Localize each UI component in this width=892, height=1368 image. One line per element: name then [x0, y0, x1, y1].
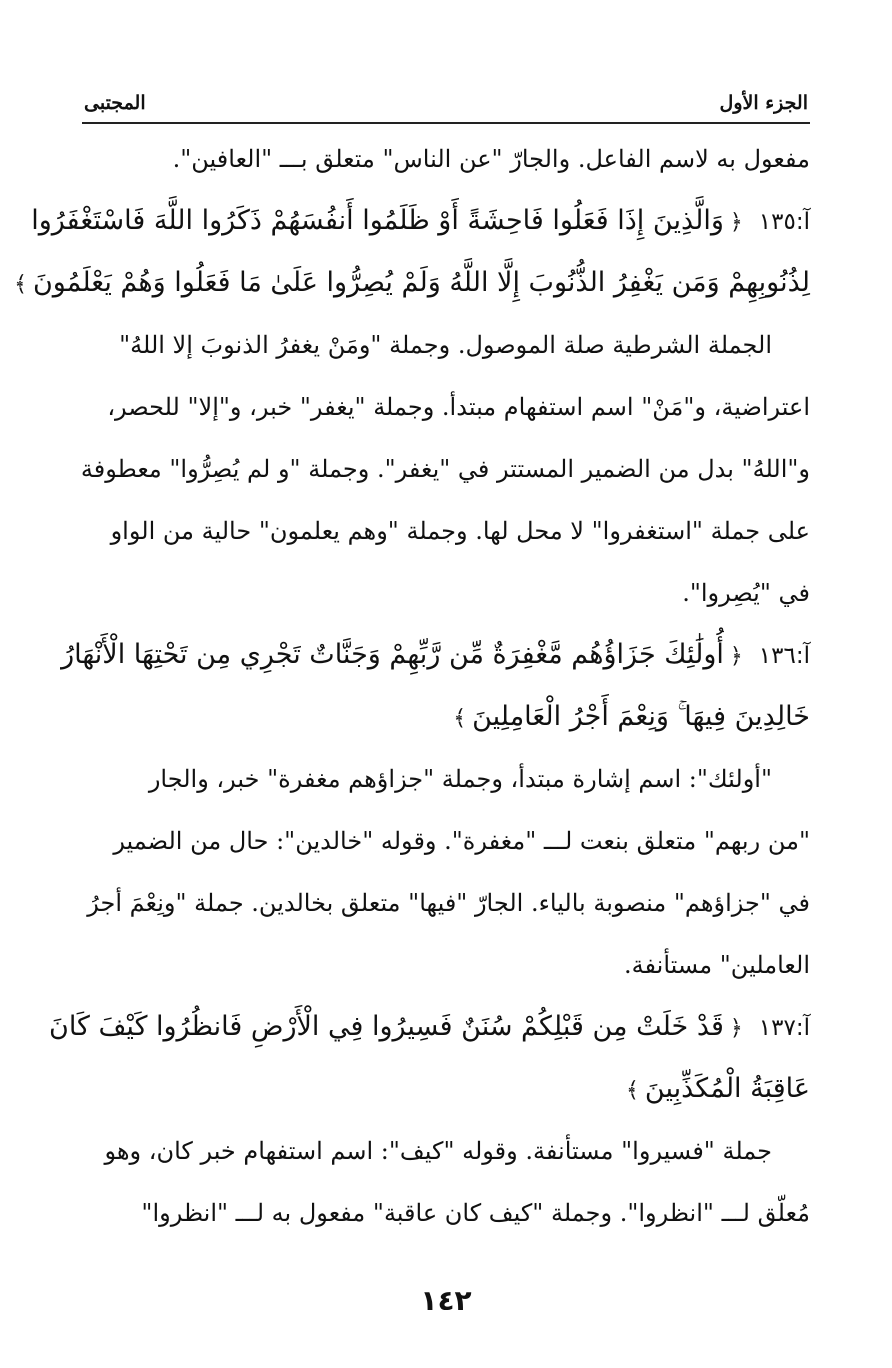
verse-close-ornament: ﴾	[14, 272, 27, 297]
text-line	[82, 1182, 810, 1244]
verse-line	[31, 190, 810, 252]
line-text: في "جزاؤهم" منصوبة بالياء. الجارّ "فيها" متعلق بخالدين. جملة "ونِعْمَ أجرُ	[87, 889, 810, 917]
running-header	[82, 88, 810, 124]
line-text: وَالَّذِينَ إِذَا فَعَلُوا فَاحِشَةً أَوْ ظَلَمُوا أَنفُسَهُمْ ذَكَرُوا اللَّهَ فَاسْتَغْفَرُوا	[31, 205, 724, 236]
verse-line	[82, 1058, 810, 1120]
verse-open-ornament: ﴿	[729, 644, 743, 669]
line-text: "أولئك": اسم إشارة مبتدأ، وجملة "جزاؤهم مغفرة" خبر، والجار	[148, 765, 772, 793]
line-text: الجملة الشرطية صلة الموصول. وجملة "ومَنْ يغفرُ الذنوبَ إلا اللهُ"	[119, 331, 772, 359]
commentary-paragraph	[82, 748, 810, 996]
line-text: مُعلّق لـــ "انظروا". وجملة "كيف كان عاقبة" مفعول به لـــ "انظروا"	[141, 1199, 810, 1227]
book-title: المجتبى	[84, 92, 146, 114]
commentary-paragraph	[82, 314, 810, 624]
verse-line	[61, 624, 810, 686]
line-text: خَالِدِينَ فِيهَا ۚ وَنِعْمَ أَجْرُ الْعَامِلِينَ	[472, 701, 810, 732]
text-line	[82, 128, 810, 190]
line-text: في "يُصِروا".	[682, 579, 810, 607]
verse-reference: آ:١٣٥	[758, 209, 810, 235]
verse-reference: آ:١٣٧	[758, 1015, 810, 1041]
text-line	[82, 500, 810, 562]
commentary-paragraph	[82, 128, 810, 190]
text-line	[82, 934, 810, 996]
quran-verse	[14, 190, 810, 314]
commentary-paragraph	[82, 1120, 810, 1244]
line-text: قَدْ خَلَتْ مِن قَبْلِكُمْ سُنَنٌ فَسِيرُوا فِي الْأَرْضِ فَانظُرُوا كَيْفَ كَانَ	[48, 1011, 724, 1042]
line-text: و"اللهُ" بدل من الضمير المستتر في "يغفر". وجملة "و لم يُصِرُّوا" معطوفة	[80, 455, 810, 483]
text-line	[82, 562, 810, 624]
line-text: اعتراضية، و"مَنْ" اسم استفهام مبتدأ. وجملة "يغفر" خبر، و"إلا" للحصر،	[107, 393, 810, 421]
verse-line	[48, 996, 810, 1058]
text-line	[82, 748, 810, 810]
line-text: لِذُنُوبِهِمْ وَمَن يَغْفِرُ الذُّنُوبَ إِلَّا اللَّهُ وَلَمْ يُصِرُّوا عَلَىٰ مَا فَعَلُوا وَهُمْ يَعْلَمُونَ	[32, 267, 810, 298]
quran-verse	[61, 624, 810, 748]
text-line	[82, 1120, 810, 1182]
line-text: "من ربهم" متعلق بنعت لـــ "مغفرة". وقوله "خالدين": حال من الضمير	[113, 827, 810, 855]
verse-line	[82, 686, 810, 748]
line-text: جملة "فسيروا" مستأنفة. وقوله "كيف": اسم استفهام خبر كان، وهو	[104, 1137, 772, 1165]
text-line	[82, 376, 810, 438]
verse-close-ornament: ﴾	[453, 706, 467, 731]
line-text: على جملة "استغفروا" لا محل لها. وجملة "وهم يعلمون" حالية من الواو	[110, 517, 810, 545]
line-text: عَاقِبَةُ الْمُكَذِّبِينَ	[644, 1073, 810, 1104]
verse-reference: آ:١٣٦	[758, 643, 810, 669]
text-line	[82, 438, 810, 500]
page-number: ١٤٢	[420, 1284, 472, 1317]
line-text: العاملين" مستأنفة.	[624, 951, 810, 979]
verse-line	[14, 252, 810, 314]
quran-verse	[48, 996, 810, 1120]
verse-close-ornament: ﴾	[626, 1078, 639, 1103]
line-text: مفعول به لاسم الفاعل. والجارّ "عن الناس" متعلق بـــ "العافين".	[172, 145, 810, 173]
page-body	[14, 128, 810, 1244]
part-title: الجزء الأول	[719, 92, 808, 114]
line-text: أُولَٰئِكَ جَزَاؤُهُم مَّغْفِرَةٌ مِّن رَّبِّهِمْ وَجَنَّاتٌ تَجْرِي مِن تَحْتِهَا الْأَنْهَارُ	[61, 639, 724, 670]
verse-open-ornament: ﴿	[729, 210, 743, 235]
text-line	[82, 314, 810, 376]
text-line	[82, 810, 810, 872]
verse-open-ornament: ﴿	[729, 1016, 743, 1041]
text-line	[82, 872, 810, 934]
